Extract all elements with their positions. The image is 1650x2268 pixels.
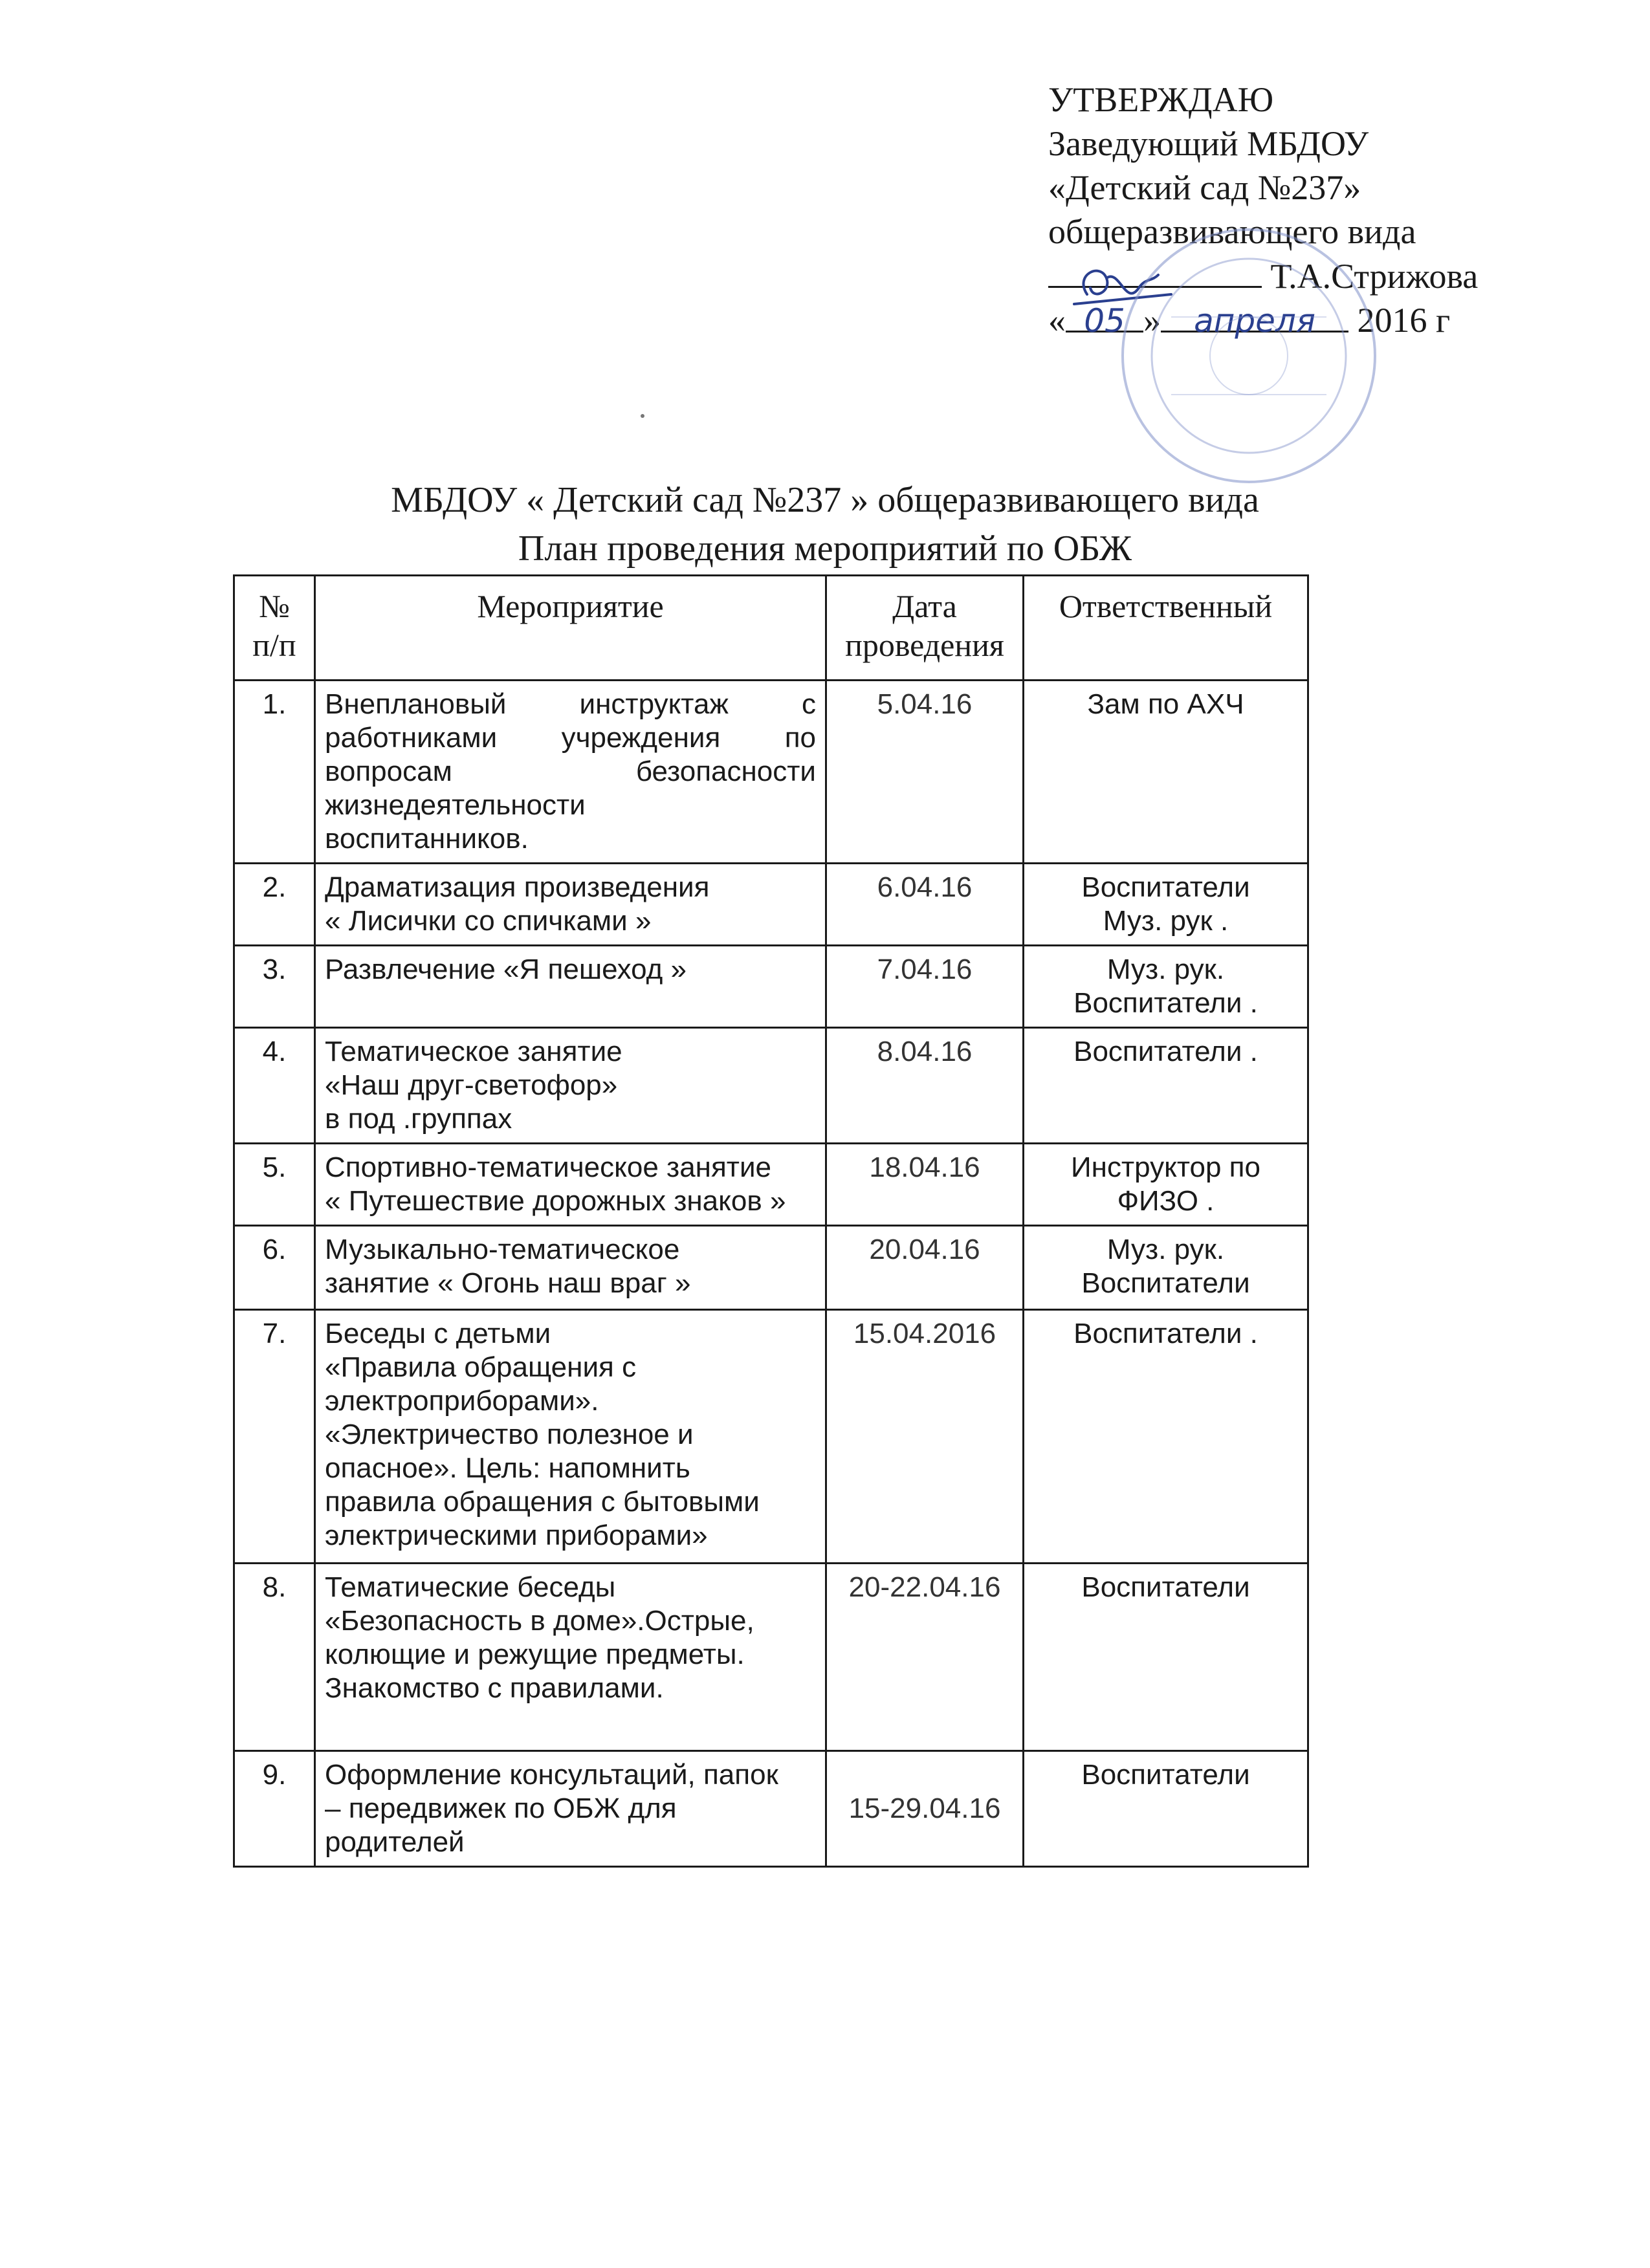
row-date: 5.04.16 — [826, 681, 1024, 864]
row-activity: Тематические беседы «Безопасность в доме».Острые, колющие и режущие предметы. Знакомство с правилами. — [315, 1564, 826, 1751]
table-row — [234, 1226, 1308, 1310]
row-num: 2. — [234, 864, 315, 946]
table-header-row — [234, 576, 1308, 681]
header-date: Дата проведения — [826, 576, 1024, 681]
approval-date-day: 05 — [1084, 302, 1125, 340]
header-activity: Мероприятие — [315, 576, 826, 681]
table-row — [234, 946, 1308, 1028]
row-activity: Тематическое занятие «Наш друг-светофор» в под .группах — [315, 1028, 826, 1144]
row-activity: Музыкально-тематическое занятие « Огонь наш враг » — [315, 1226, 826, 1310]
row-date: 8.04.16 — [826, 1028, 1024, 1144]
approval-position: Заведующий МБДОУ — [1048, 124, 1369, 163]
row-num: 7. — [234, 1310, 315, 1564]
row-date: 20.04.16 — [826, 1226, 1024, 1310]
row-num: 9. — [234, 1751, 315, 1867]
approval-signatory: Т.А.Стрижова — [1270, 257, 1479, 296]
approval-org-name: «Детский сад №237» — [1048, 168, 1361, 207]
approval-date-year: 2016 г — [1357, 301, 1451, 340]
row-activity: Спортивно-тематическое занятие « Путешествие дорожных знаков » — [315, 1144, 826, 1226]
row-activity: Развлечение «Я пешеход » — [315, 946, 826, 1028]
scan-dot — [641, 414, 644, 418]
row-responsible: Муз. рук. Воспитатели . — [1024, 946, 1308, 1028]
row-num: 4. — [234, 1028, 315, 1144]
row-date: 15-29.04.16 — [826, 1751, 1024, 1867]
row-num: 1. — [234, 681, 315, 864]
row-activity: Беседы с детьми «Правила обращения с электроприборами». «Электричество полезное и опасное». Цель: напомнить правила обращения с бытовыми электрическими приборами» — [315, 1310, 826, 1564]
table-row — [234, 1564, 1308, 1751]
approval-org-type: общеразвивающего вида — [1048, 212, 1416, 251]
row-activity: Драматизация произведения « Лисички со спичками » — [315, 864, 826, 946]
plan-title: План проведения мероприятий по ОБЖ — [518, 529, 1132, 569]
plan-table — [233, 574, 1309, 1868]
row-date: 18.04.16 — [826, 1144, 1024, 1226]
row-date: 6.04.16 — [826, 864, 1024, 946]
row-num: 5. — [234, 1144, 315, 1226]
table-row — [234, 1751, 1308, 1867]
row-date: 15.04.2016 — [826, 1310, 1024, 1564]
row-responsible: Инструктор по ФИЗО . — [1024, 1144, 1308, 1226]
row-num: 3. — [234, 946, 315, 1028]
row-activity: Оформление консультаций, папок – передвижек по ОБЖ для родителей — [315, 1751, 826, 1867]
approval-title: УТВЕРЖДАЮ — [1048, 80, 1274, 119]
row-responsible: Муз. рук. Воспитатели — [1024, 1226, 1308, 1310]
row-responsible: Воспитатели . — [1024, 1028, 1308, 1144]
row-responsible: Воспитатели Муз. рук . — [1024, 864, 1308, 946]
org-heading: МБДОУ « Детский сад №237 » общеразвивающего вида — [391, 480, 1259, 520]
row-activity: Внеплановый инструктаж с работниками учреждения по вопросам безопасности жизнедеятельности воспитанников. — [315, 681, 826, 864]
header-num: № п/п — [234, 576, 315, 681]
row-num: 8. — [234, 1564, 315, 1751]
row-responsible: Зам по АХЧ — [1024, 681, 1308, 864]
table-row — [234, 1028, 1308, 1144]
table-row — [234, 1310, 1308, 1564]
approval-date-month: апреля — [1194, 302, 1315, 340]
approval-date-line: « 05 » апреля 2016 г — [1048, 298, 1540, 342]
table-row — [234, 1144, 1308, 1226]
row-num: 6. — [234, 1226, 315, 1310]
table-row — [234, 681, 1308, 864]
table-row — [234, 864, 1308, 946]
row-date: 20-22.04.16 — [826, 1564, 1024, 1751]
row-date: 7.04.16 — [826, 946, 1024, 1028]
signature-image — [1061, 249, 1178, 320]
row-responsible: Воспитатели . — [1024, 1310, 1308, 1564]
row-responsible: Воспитатели — [1024, 1751, 1308, 1867]
row-responsible: Воспитатели — [1024, 1564, 1308, 1751]
header-responsible: Ответственный — [1024, 576, 1308, 681]
